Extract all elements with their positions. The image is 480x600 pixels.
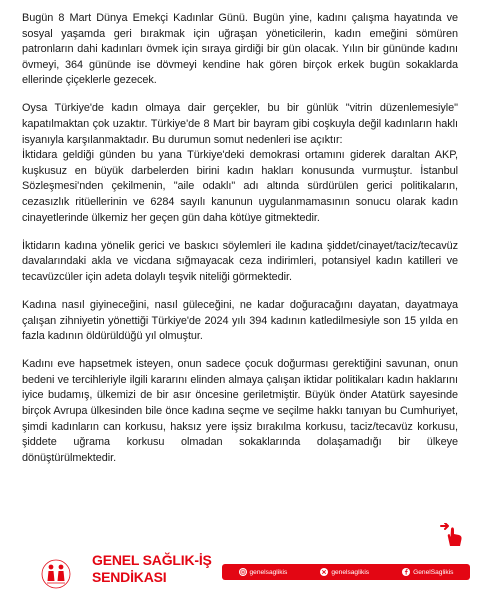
paragraph-republic: Kadını eve hapsetmek isteyen, onun sadece çocuk doğurması gerektiğini savunan, onun bedeni ve tercihleriyle ilgili kararını elinden almaya çalışan iktidar politikaları kadın haklarını iyice budamış, ülkemizi de bir asır öncesine geriletmiştir. Büyük önder Atatürk sayesinde birçok Avrupa ülkesinden bile önce kadına seçme ve seçilme hakkı tanıyan bu Cumhuriyet, şimdi kadınların can korkusu, haksız yere işsiz bırakılma korkusu, taciz/tecavüz korkusu, şiddete uğrama korkusu olmadan sokaklarında dolaşamadığı bir ülkeye dönüştürülmektedir. <box>22 358 458 464</box>
social-x-handle: genelsaglikis <box>331 568 370 576</box>
instagram-icon <box>239 568 247 576</box>
union-name-line1: GENEL SAĞLIK-İŞ <box>92 552 212 568</box>
union-name-line2: SENDİKASI <box>92 569 167 585</box>
union-name <box>92 552 212 586</box>
social-bar <box>222 564 470 580</box>
swipe-hand-icon <box>437 523 467 547</box>
paragraph-reality: Oysa Türkiye'de kadın olmaya dair gerçekler, bu bir günlük "vitrin düzenlemesiyle" kapatılmaktan çok uzaktır. Türkiye'de 8 Mart bir bayram gibi coşkuyla değil kadınların haklı isyanıyla karşılanmaktadır. Bu durumun somut nedenleri ise açıktır: <box>22 102 458 146</box>
union-logo <box>18 548 84 600</box>
paragraph-femicide-stats: Kadına nasıl giyineceğini, nasıl güleceğini, ne kadar doğuracağını dayatan, dayatmaya çalışan zihniyetin yönettiği Türkiye'de 2024 yılı 394 kadının katledilmesiyle son 15 yılda en fazla kadının öldürüldüğü yıl olmuştur. <box>22 299 458 343</box>
social-facebook-handle: GenelSaglikis <box>413 568 454 576</box>
article-body <box>22 11 458 479</box>
footer <box>0 548 480 600</box>
social-instagram-handle: genelsaglikis <box>249 568 288 576</box>
paragraph-rhetoric: İktidarın kadına yönelik gerici ve baskıcı söylemleri ile kadına şiddet/cinayet/taciz/tecavüz davalarındaki akla ve vicdana sığmayacak ceza indirimleri, potansiyel kadın katilleri ve tecavüzcüler için adeta dolaylı teşvik niteliği görmektedir. <box>22 239 458 283</box>
facebook-icon <box>402 568 410 576</box>
social-facebook[interactable] <box>402 568 453 576</box>
paragraph-intro: Bugün 8 Mart Dünya Emekçi Kadınlar Günü. Bugün yine, kadını çalışma hayatında ve sosyal yaşamda geri bırakmak için uğraşan yöneticilerin, kadın emeğini sömüren patronların dahi kadınları övmek için sıraya girdiği bir gün olacak. Yılın bir gününde kadını övmeyi, 364 gününde ise dövmeyi kendine hak gören birçok erkek bugün sokaklarda ellerinde çiçeklerle gezecek. <box>22 12 458 87</box>
social-x[interactable] <box>320 568 369 576</box>
social-instagram[interactable] <box>239 568 288 576</box>
paragraph-akp: İktidara geldiği günden bu yana Türkiye'deki demokrasi ortamını giderek daraltan AKP, kuşkusuz en büyük darbelerden birini kadın hakları konusunda vurmuştur. İstanbul Sözleşmesi'nden çekilmenin, "aile odaklı" adı altında sürdürülen gerici politikaların, cezasızlık ritüellerinin ve 6284 sayılı kanunun uygulanmamasının sonucu olarak kadın cinayetlerinde ülkemiz her geçen gün daha kötüye gitmektedir. <box>22 149 458 224</box>
x-icon <box>320 568 328 576</box>
